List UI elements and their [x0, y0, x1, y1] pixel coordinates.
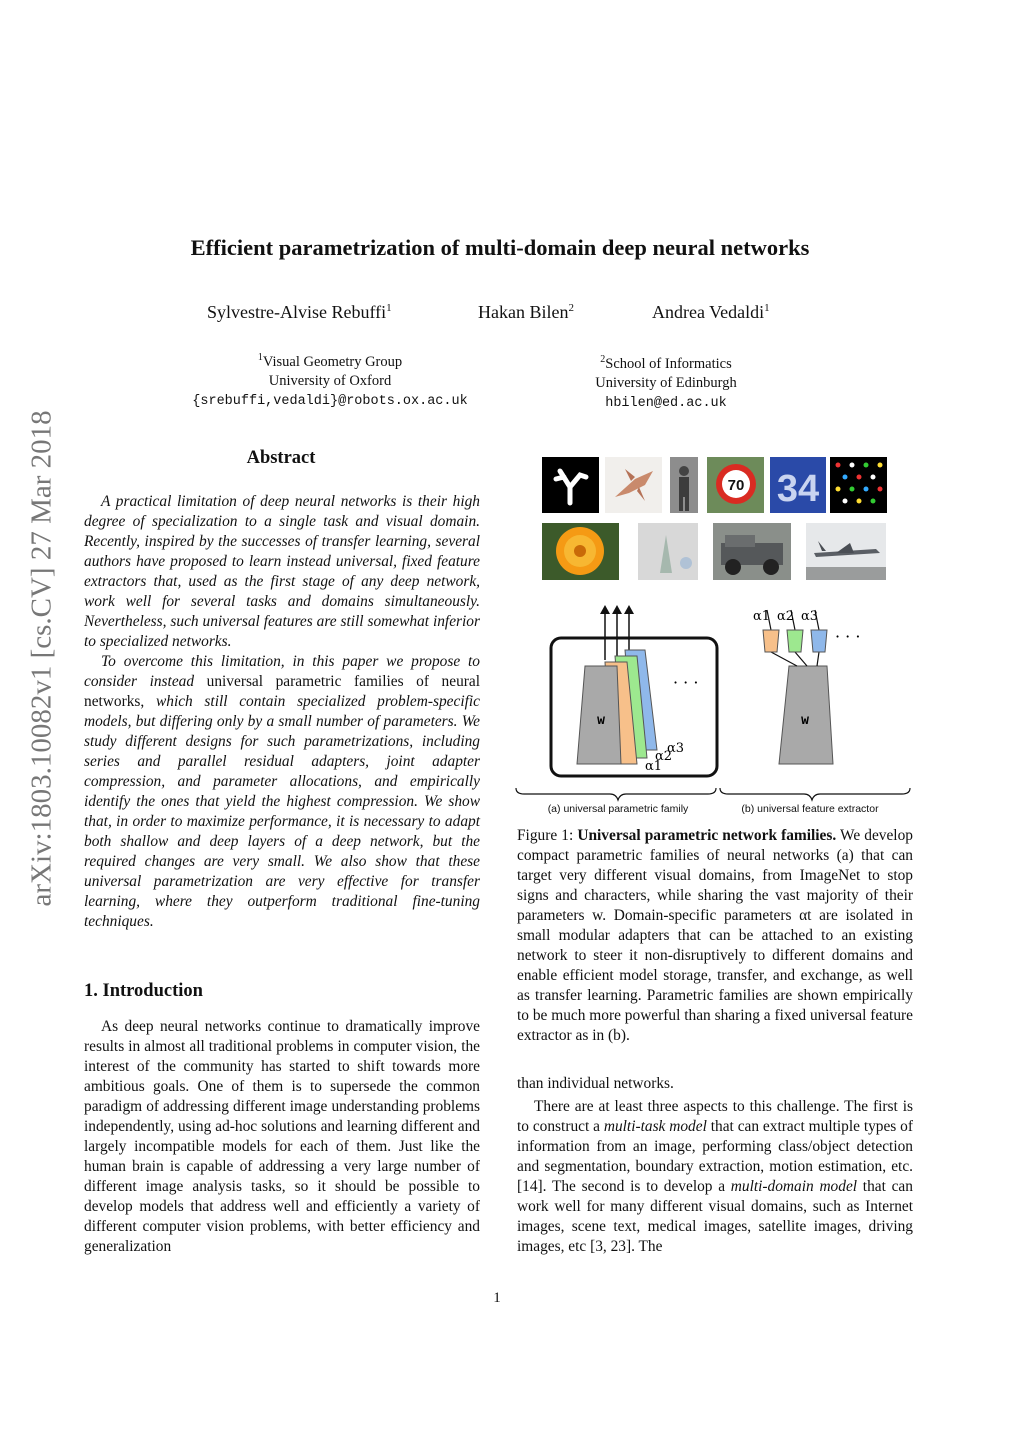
figure-caption: Figure 1: Universal parametric network families. We develop compact parametric families of neural networks (a) that can target very different visual domains, from ImageNet to stop signs and characters, while sharing the vast majority of their parameters w. Domain-specific parameters αt are isolated in small modular adapters that can be attached to an existing network to steer it non-disruptively to different domains and enable efficient model storage, transfer, and exchange, as well as transfer learning. Parametric families are shown empirically to be much more powerful than sharing a fixed universal feature extractor as in (b).: [517, 827, 913, 1044]
sample-image-flower: [542, 523, 619, 580]
label-alpha2-b: α2: [777, 609, 795, 624]
abstract-paragraph-2: To overcome this limitation, in this paper we propose to consider instead universal parametric families of neural networks, which still contain specialized problem-specific models, but differing only by a small number of parameters. We study different designs for such parametrizations, including series and parallel residual adapters, joint adapter compression, and parameter allocations, and empirically identify the ones that yield the highest compression. We show that, in order to maximize performance, it is necessary to adapt both shallow and deep layers of a deep network, but the required changes are very small. We also show that these universal parametrization are very effective for transfer learning, where they outperform traditional fine-tuning techniques.: [84, 653, 481, 930]
label-alpha2-a: α2: [655, 749, 673, 764]
intro-paragraph-2: There are at least three aspects to this challenge. The first is to construct a multi-task model that can extract multiple types of information from an image, performing class/object detection and segmentation, boundary extraction, motion estimation, etc. [14]. The second is to develop a multi-domain model that can work well for many different visual domains, such as Internet images, scene text, medical images, satellite images, driving images, etc [3, 23]. The: [517, 1098, 913, 1255]
intro-paragraph-1: As deep neural networks continue to dramatically improve results in almost all traditional problems in computer vision, the interest of the community has started to shift towards more ambitious goals. One of them is to supersede the common paradigm of addressing different image understanding problems independently, using ad-hoc solutions and learning different and largely incompatible models for each of them. Just like the human brain is capable of addressing a very large number of different image analysis tasks, so it should be possible to develop models that address well and efficiently a variety of different computer vision problems, with better efficiency and generalization: [84, 1018, 480, 1255]
abstract-paragraph-1: A practical limitation of deep neural networks is their high degree of specialization to a single task and visual domain. Recently, inspired by the successes of transfer learning, several authors have proposed to learn instead universal, fixed feature extractors that, used as the first stage of any deep network, work well for several tasks and domains simultaneously. Nevertheless, such universal features are still somewhat inferior to specialized networks.: [84, 493, 480, 650]
sample-image-pedestrian: [670, 457, 698, 513]
sample-image-vehicle: [713, 523, 791, 580]
arxiv-identifier: arXiv:1803.10082v1 [cs.CV] 27 Mar 2018: [25, 410, 58, 907]
subfigure-label-b: (b) universal feature extractor: [741, 803, 879, 815]
diagram-universal-parametric-family: [545, 600, 725, 802]
subfigure-label-a: (a) universal parametric family: [547, 803, 689, 815]
abstract-heading: Abstract: [246, 448, 316, 468]
label-w-b: w: [801, 713, 809, 728]
subfigure-braces: [512, 784, 912, 804]
adapter-green-b: [787, 630, 803, 652]
page-number: 1: [493, 1290, 501, 1306]
author-1: Sylvestre-Alvise Rebuffi$^1$: [207, 302, 392, 322]
affiliation-oxford: $^1$Visual Geometry Group University of Oxford {srebuffi,vedaldi}@robots.ox.ac.uk: [190, 348, 470, 411]
label-alpha3-b: α3: [801, 609, 819, 624]
paper-title: Efficient parametrization of multi-domain deep neural networks: [190, 235, 810, 260]
sample-image-house-number: [770, 457, 826, 513]
ellipsis-a: · · ·: [673, 673, 699, 692]
abstract-body: [84, 492, 480, 932]
ellipsis-b: · · ·: [835, 627, 861, 646]
diagram-universal-feature-extractor: [745, 600, 875, 770]
sample-image-traffic-sign: [707, 457, 764, 513]
author-2: Hakan Bilen$^2$: [478, 302, 574, 322]
sample-image-airplane: [806, 523, 886, 580]
sign-number-70: 70: [727, 477, 745, 494]
label-w: w: [597, 713, 605, 728]
adapter-blue-b: [811, 630, 827, 652]
house-number-34: 34: [776, 468, 820, 510]
sample-image-dots: [830, 457, 887, 513]
label-alpha3-a: α3: [667, 741, 685, 756]
intro-right-column: [517, 1074, 913, 1257]
affiliation-edinburgh: $^2$School of Informatics University of Edinburgh hbilen@ed.ac.uk: [546, 350, 786, 413]
email-edinburgh: hbilen@ed.ac.uk: [605, 395, 727, 411]
intro-continuation: than individual networks.: [517, 1075, 674, 1092]
label-alpha1-a: α1: [645, 759, 663, 774]
email-oxford: {srebuffi,vedaldi}@robots.ox.ac.uk: [192, 393, 468, 409]
author-3: Andrea Vedaldi$^1$: [652, 302, 770, 322]
adapter-orange-b: [763, 630, 779, 652]
sample-image-character: [542, 457, 599, 513]
label-alpha1-b: α1: [753, 609, 771, 624]
section-heading-introduction: 1. Introduction: [84, 981, 203, 1001]
sample-image-texture: [638, 523, 698, 580]
sample-image-aircraft-toy: [605, 457, 662, 513]
